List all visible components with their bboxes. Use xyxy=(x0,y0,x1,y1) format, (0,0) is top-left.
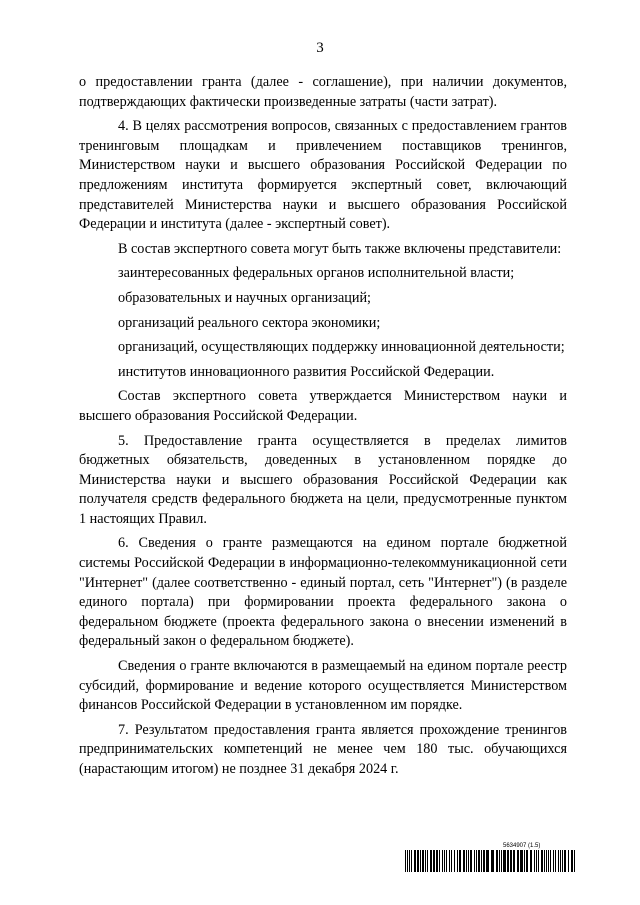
barcode-icon xyxy=(405,850,575,872)
list-item-innovation-support: организаций, осуществляющих поддержку инновационной деятельности; xyxy=(118,339,565,356)
barcode-label: 5634907 (1.5) xyxy=(503,843,541,849)
list-item-federal-bodies: заинтересованных федеральных органов исполнительной власти; xyxy=(118,265,515,282)
paragraph-4-members-intro: В состав экспертного совета могут быть также включены представители: xyxy=(118,240,562,257)
paragraph-4-approval: Состав экспертного совета утверждается Министерством науки и высшего образования Российской Федерации. xyxy=(79,388,567,424)
document-barcode-block xyxy=(405,842,575,872)
paragraph-4: 4. В целях рассмотрения вопросов, связанных с предоставлением грантов тренинговым площадкам и привлечением поставщиков тренингов, Министерством науки и высшего образования Российской Федерации по предложениям института формируется экспертный совет, включающий представителей Министерства науки и высшего образования Российской Федерации и института (далее - экспертный совет). xyxy=(79,118,567,233)
paragraph-7: 7. Результатом предоставления гранта является прохождение тренингов предпринимательских компетенций не менее чем 180 тыс. обучающихся (нарастающим итогом) не позднее 31 декабря 2024 г. xyxy=(79,721,567,777)
document-body xyxy=(79,73,567,780)
list-item-real-sector: организаций реального сектора экономики; xyxy=(118,314,381,331)
paragraph-6-registry: Сведения о гранте включаются в размещаемый на едином портале реестр субсидий, формирование и ведение которого осуществляется Министерством финансов Российской Федерации в установленном им порядке. xyxy=(79,658,567,714)
list-item-development-institutes: институтов инновационного развития Российской Федерации. xyxy=(118,363,495,380)
paragraph-continuation: о предоставлении гранта (далее - соглашение), при наличии документов, подтверждающих фактически произведенные затраты (части затрат). xyxy=(79,74,567,110)
list-item-educational-organizations: образовательных и научных организаций; xyxy=(118,289,371,306)
page-number: 3 xyxy=(316,40,324,56)
paragraph-6: 6. Сведения о гранте размещаются на едином портале бюджетной системы Российской Федерации в информационно-телекоммуникационной сети "Интернет" (далее соответственно - единый портал, сеть "Интернет") (в разделе единого портала) при формировании проекта федерального закона о федеральном бюджете (проекта федерального закона о внесении изменений в федеральный закон о федеральном бюджете). xyxy=(79,535,567,650)
paragraph-5: 5. Предоставление гранта осуществляется в пределах лимитов бюджетных обязательств, доведенных в установленном порядке до Министерства науки и высшего образования Российской Федерации как получателя средств федерального бюджета на цели, предусмотренные пунктом 1 настоящих Правил. xyxy=(79,432,567,527)
